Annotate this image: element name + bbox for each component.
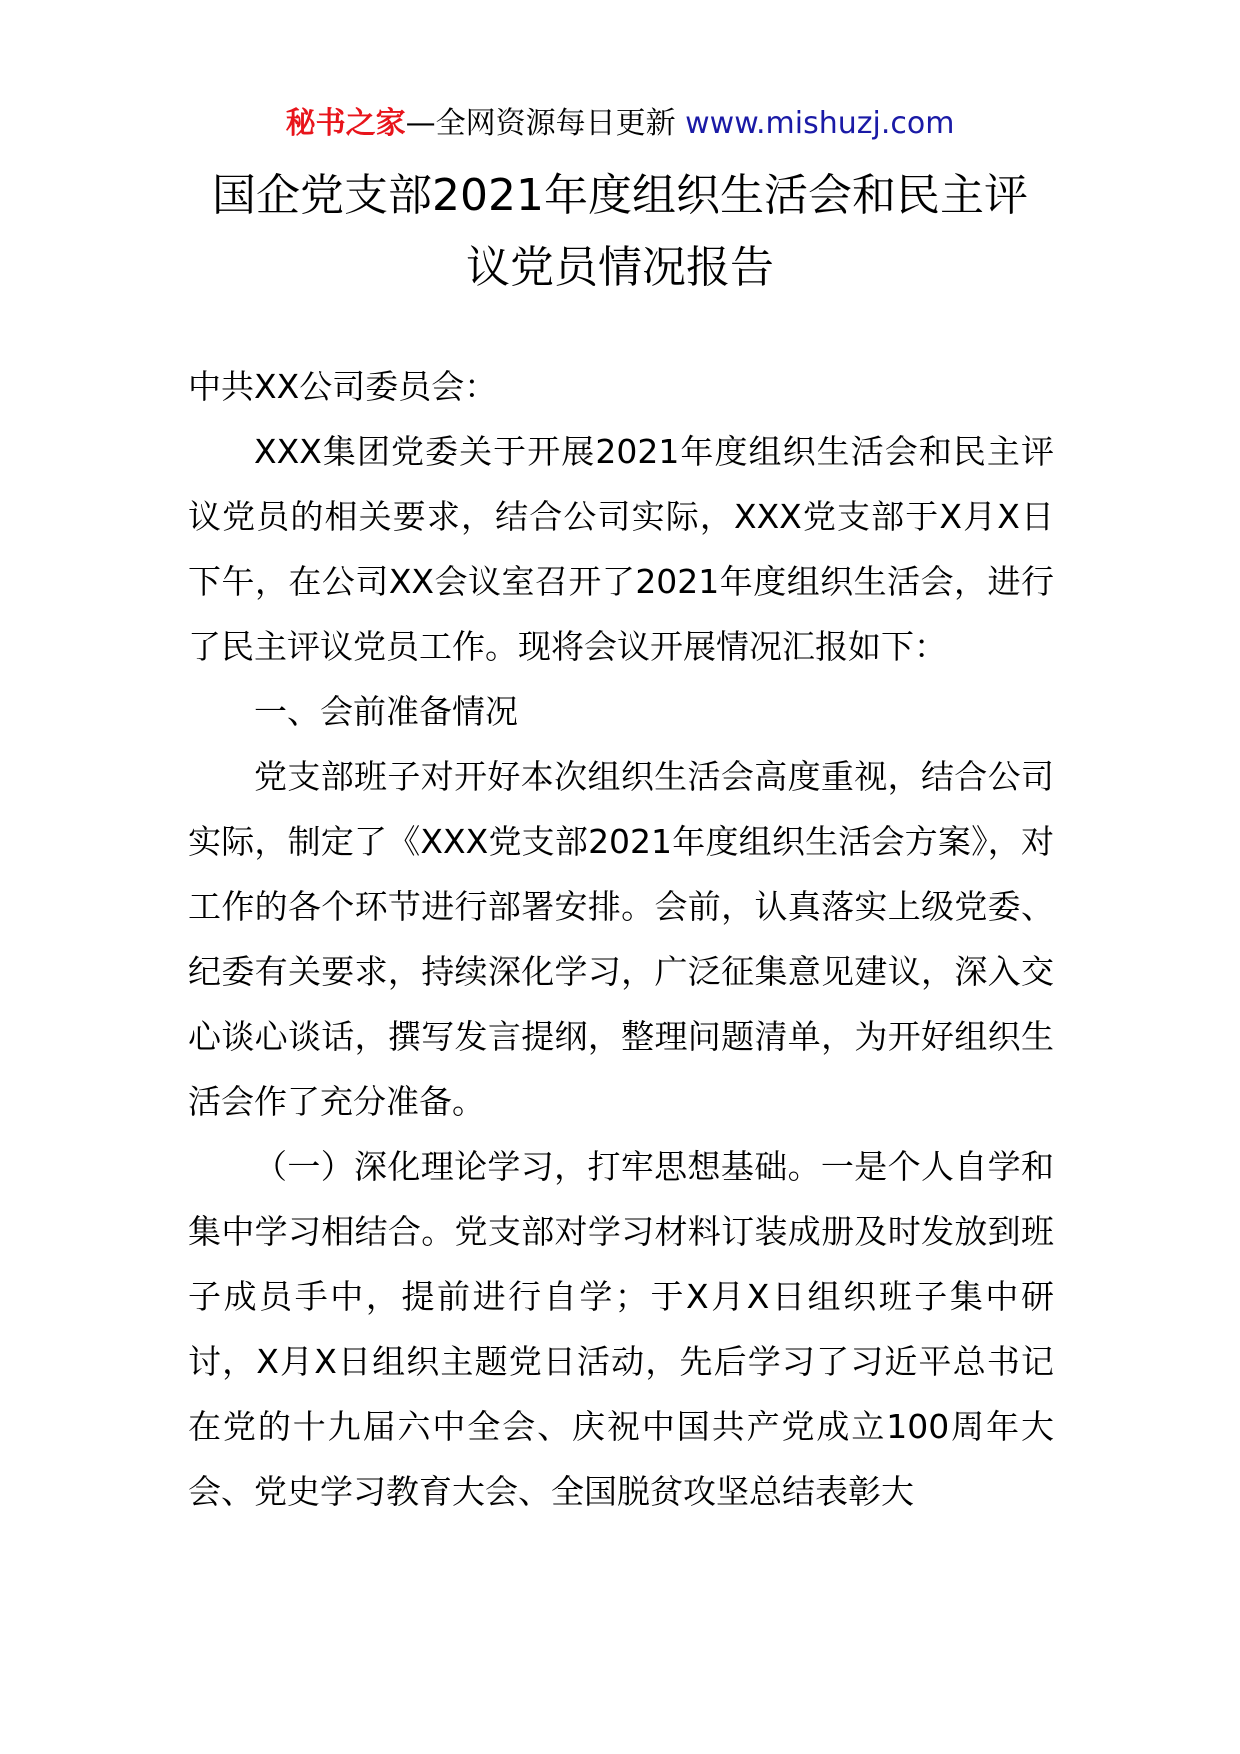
- header-url-link[interactable]: www.mishuzj.com: [685, 106, 955, 141]
- document-title: [180, 160, 1060, 304]
- paragraph-study: （一）深化理论学习，打牢思想基础。一是个人自学和集中学习相结合。党支部对学习材料订装成册及时发放到班子成员手中，提前进行自学；于X月X日组织班子集中研讨，X月X日组织主题党日活动，先后学习了习近平总书记在党的十九届六中全会、庆祝中国共产党成立100周年大会、党史学习教育大会、全国脱贫攻坚总结表彰大: [188, 1147, 1054, 1511]
- section-heading: 一、会前准备情况: [254, 692, 518, 731]
- document-body: [188, 354, 1054, 1524]
- site-header: [0, 102, 1240, 146]
- brand-name: 秘书之家: [285, 106, 406, 141]
- salutation: 中共XX公司委员会：: [188, 367, 498, 406]
- paragraph-intro: XXX集团党委关于开展2021年度组织生活会和民主评议党员的相关要求，结合公司实际，XXX党支部于X月X日下午，在公司XX会议室召开了2021年度组织生活会，进行了民主评议党员工作。现将会议开展情况汇报如下：: [188, 432, 1054, 666]
- paragraph-preparation: 党支部班子对开好本次组织生活会高度重视，结合公司实际，制定了《XXX党支部2021年度组织生活会方案》，对工作的各个环节进行部署安排。会前，认真落实上级党委、纪委有关要求，持续深化学习，广泛征集意见建议，深入交心谈心谈话，撰写发言提纲，整理问题清单，为开好组织生活会作了充分准备。: [188, 757, 1054, 1121]
- title-line-2: 议党员情况报告: [466, 242, 774, 293]
- header-tagline: —全网资源每日更新: [405, 106, 686, 141]
- title-line-1: 国企党支部2021年度组织生活会和民主评: [212, 170, 1028, 221]
